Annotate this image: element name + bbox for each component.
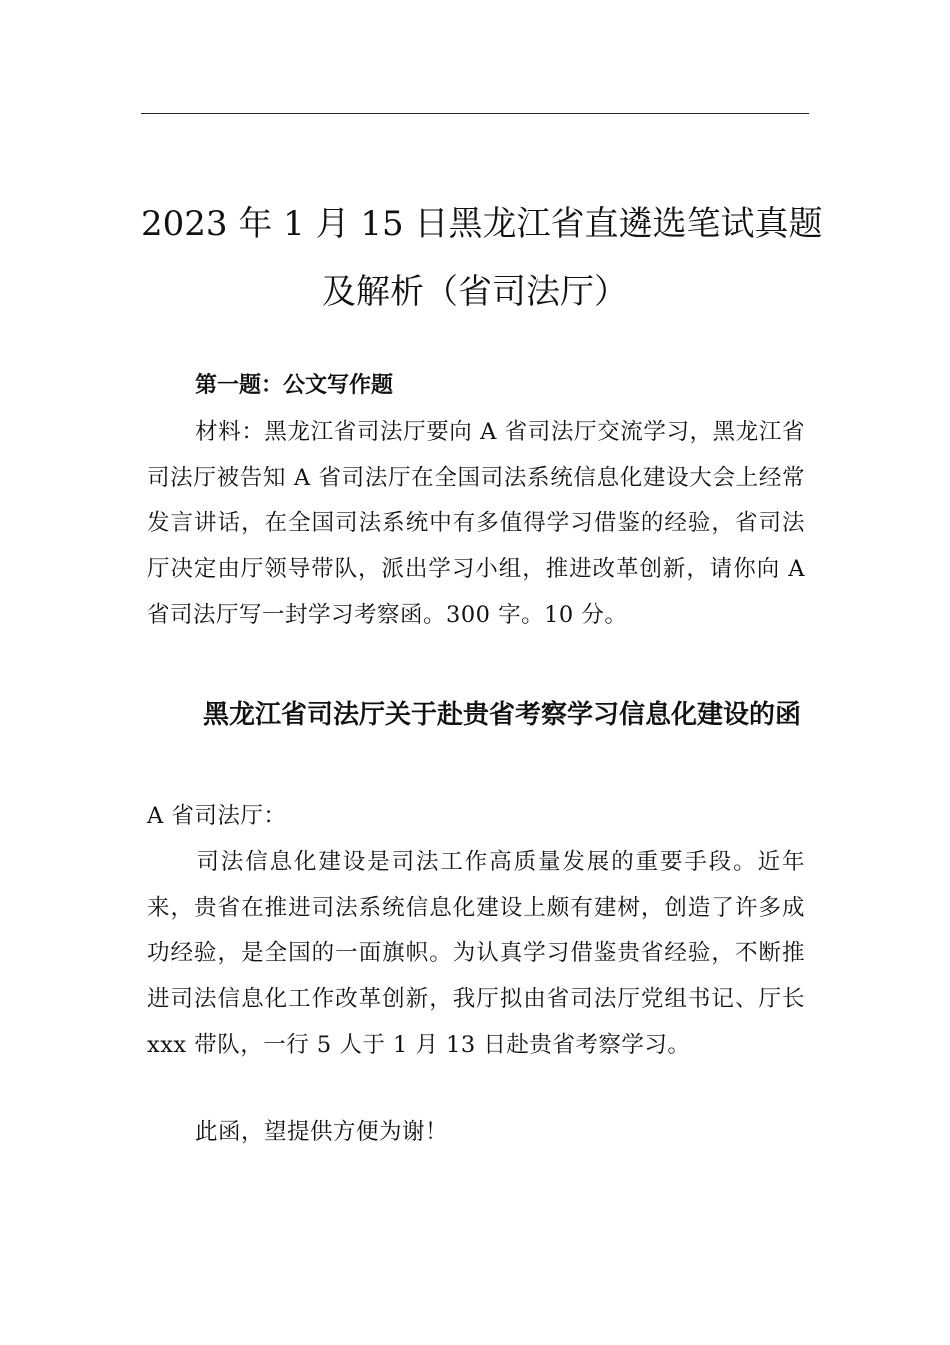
material-paragraph	[147, 410, 805, 639]
material-text: 材料：黑龙江省司法厅要向 A 省司法厅交流学习，黑龙江省司法厅被告知 A 省司法厅在全国司法系统信息化建设大会上经常发言讲话，在全国司法系统中有多值得学习借鉴的经验，省司法厅决定由厅领导带队，派出学习小组，推进改革创新，请你向 A 省司法厅写一封学习考察函。300 字。10 分。	[147, 419, 805, 628]
letter-title: 黑龙江省司法厅关于赴贵省考察学习信息化建设的函	[202, 700, 801, 730]
letter-body-paragraph	[147, 840, 805, 1069]
document-title-line-1: 2023 年 1 月 15 日黑龙江省直遴选笔试真题	[141, 204, 823, 244]
letter-closing-text: 此函，望提供方便为谢！	[195, 1119, 449, 1145]
letter-closing-paragraph	[147, 1110, 805, 1156]
header-rule	[141, 113, 809, 114]
question-heading: 第一题：公文写作题	[195, 373, 394, 398]
document-title-line-2: 及解析（省司法厅）	[322, 272, 628, 312]
letter-salutation: A 省司法厅：	[147, 803, 287, 829]
letter-body-text: 司法信息化建设是司法工作高质量发展的重要手段。近年来，贵省在推进司法系统信息化建设上颇有建树，创造了许多成功经验，是全国的一面旗帜。为认真学习借鉴贵省经验，不断推进司法信息化工作改革创新，我厅拟由省司法厅党组书记、厅长 xxx 带队，一行 5 人于 1 月 13 日赴贵省考察学习。	[147, 849, 805, 1058]
